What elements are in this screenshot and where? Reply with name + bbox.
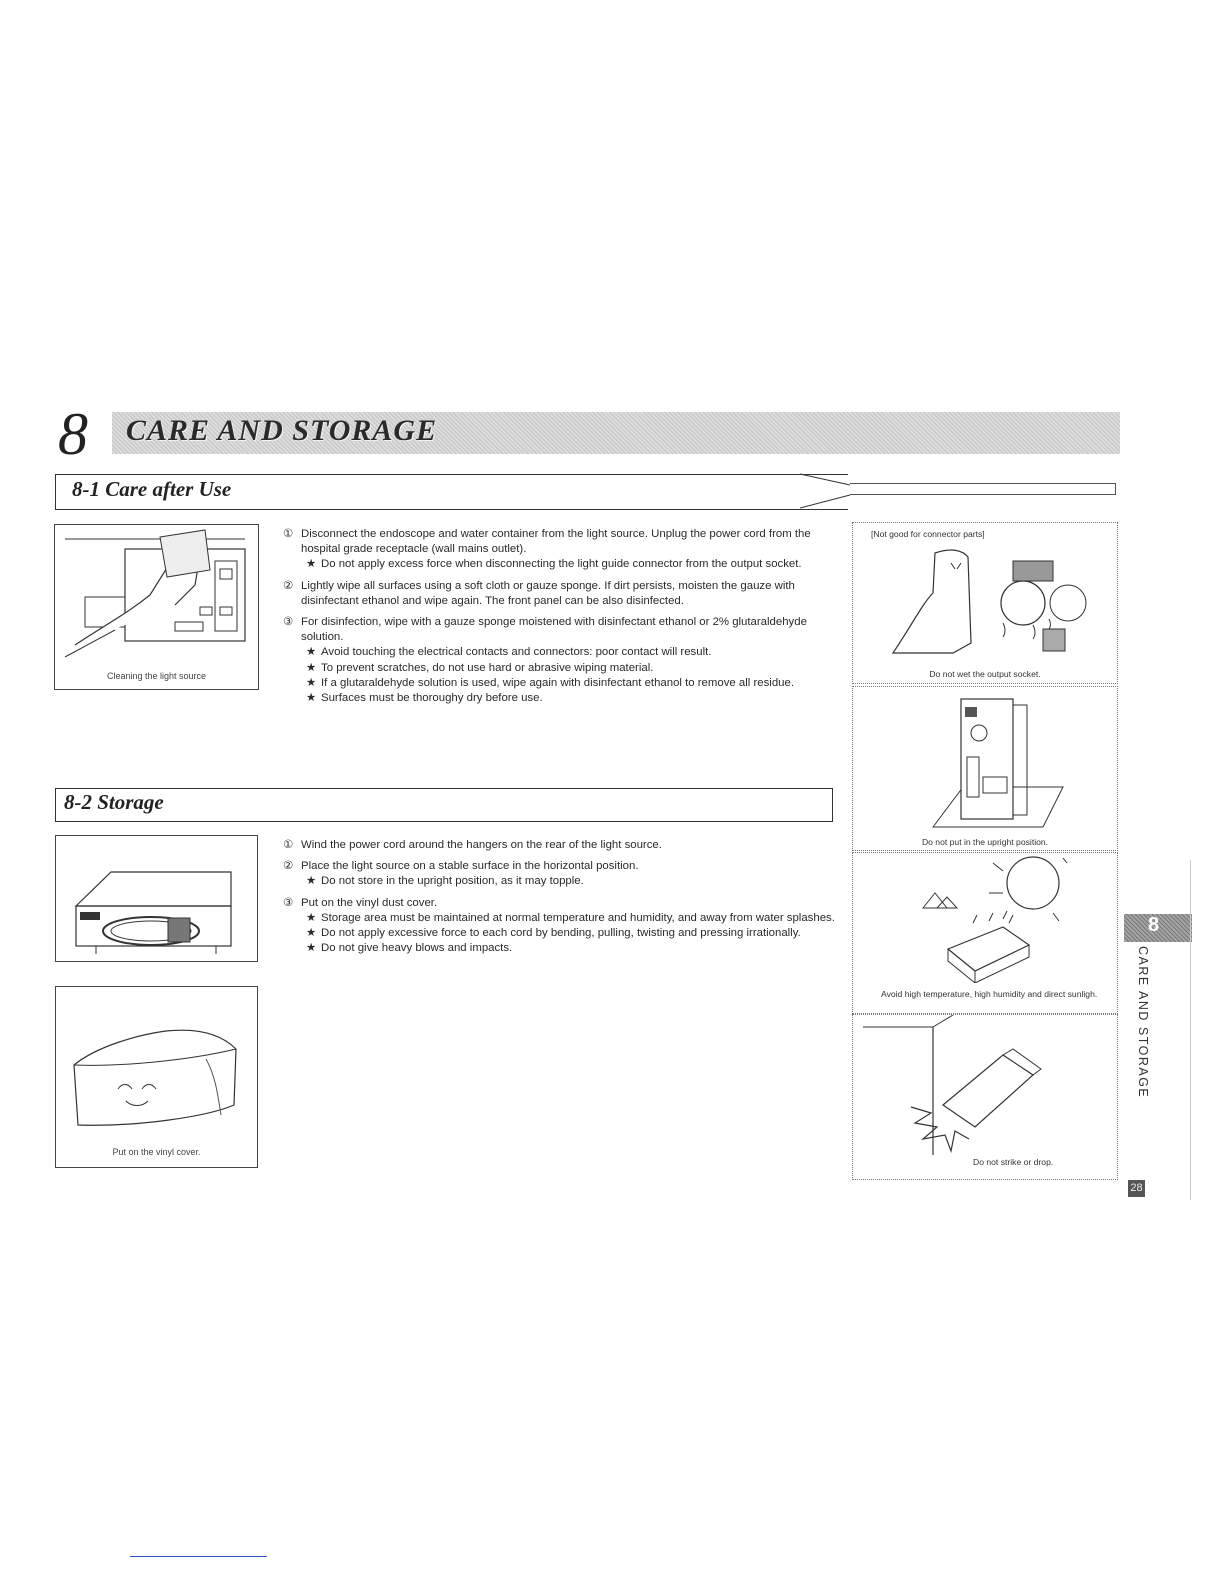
figure-cleaning-light-source: [54, 524, 259, 690]
bottom-rule: [130, 1556, 267, 1557]
section-2-banner: [55, 788, 833, 822]
step-number: ②: [283, 579, 294, 592]
step-3: [283, 896, 835, 957]
step-text: Put on the vinyl dust cover.: [301, 896, 438, 909]
step-number: ①: [283, 528, 294, 540]
note-item: ★ If a glutaraldehyde solution is used, wipe again with disinfectant ethanol to remove all residue.: [301, 676, 835, 691]
panel-header: [Not good for connector parts]: [871, 529, 985, 539]
star-icon: ★: [306, 676, 317, 689]
margin-rule: [1190, 860, 1191, 1200]
step-text: Lightly wipe all surfaces using a soft cloth or gauze sponge. If dirt persists, moisten the gauze with disinfectant ethanol and wipe again. The front panel can be also disinfected.: [301, 579, 795, 607]
upright-illustration: [853, 687, 1117, 837]
side-tab-number: 8: [1148, 914, 1160, 936]
note-item: ★ Storage area must be maintained at normal temperature and humidity, and away from water splashes.: [301, 911, 835, 926]
panel-strike-drop: [852, 1014, 1118, 1180]
step-2: [283, 859, 835, 889]
sunlight-illustration: [853, 853, 1117, 983]
note-item: ★ Do not apply excessive force to each cord by bending, pulling, twisting and pressing irrationally.: [301, 926, 835, 941]
wet-socket-illustration: [853, 543, 1117, 673]
step-1: [283, 838, 835, 853]
panel-temperature-humidity: [852, 852, 1118, 1014]
section-1-banner-tail: [850, 483, 1116, 495]
step-text: Place the light source on a stable surface in the horizontal position.: [301, 860, 639, 873]
cleaning-illustration: [55, 525, 258, 665]
star-icon: ★: [306, 646, 317, 659]
step-3: [283, 615, 835, 706]
strike-illustration: [853, 1015, 1117, 1155]
figure-light-source-cord: [55, 835, 258, 962]
step-number: ②: [283, 860, 294, 873]
chapter-title: CARE AND STORAGE: [126, 414, 438, 447]
star-icon: ★: [306, 558, 317, 571]
panel-caption: Avoid high temperature, high humidity and direct sunligh.: [881, 989, 1098, 999]
chapter-number: 8: [58, 401, 88, 467]
figure-3-caption: Put on the vinyl cover.: [112, 1147, 201, 1157]
section-2-steps: [283, 838, 835, 962]
star-icon: ★: [306, 661, 317, 674]
section-2-title: 8-2 Storage: [64, 790, 164, 814]
page-number: 28: [1128, 1180, 1145, 1197]
figure-vinyl-cover: [55, 986, 258, 1168]
panel-caption: Do not strike or drop.: [973, 1157, 1054, 1167]
note-item: ★ Surfaces must be thoroughy dry before use.: [301, 691, 835, 706]
star-icon: ★: [306, 942, 317, 955]
star-icon: ★: [306, 875, 317, 888]
vinyl-cover-illustration: [56, 987, 257, 1142]
step-number: ①: [283, 839, 294, 851]
note-item: ★ To prevent scratches, do not use hard or abrasive wiping material.: [301, 661, 835, 676]
note-item: ★ Avoid touching the electrical contacts and connectors: poor contact will result.: [301, 645, 835, 660]
note-item: ★ Do not apply excess force when disconnecting the light guide connector from the output socket.: [301, 557, 835, 572]
star-icon: ★: [306, 927, 317, 940]
step-text: Disconnect the endoscope and water container from the light source. Unplug the power cord from the hospital grade receptacle (wall mains outlet).: [301, 528, 811, 556]
star-icon: ★: [306, 911, 317, 924]
note-item: ★ Do not store in the upright position, as it may topple.: [301, 874, 835, 889]
figure-1-caption: Cleaning the light source: [106, 671, 207, 681]
section-1-steps: [283, 527, 835, 712]
light-source-illustration: [56, 836, 257, 961]
step-number: ③: [283, 896, 294, 909]
step-number: ③: [283, 616, 294, 629]
note-item: ★ Do not give heavy blows and impacts.: [301, 941, 835, 956]
panel-caption: Do not wet the output socket.: [929, 669, 1041, 679]
side-tab-label: CARE AND STORAGE: [1136, 946, 1150, 1099]
step-text: Wind the power cord around the hangers on the rear of the light source.: [301, 839, 662, 851]
panel-upright-position: [852, 686, 1118, 851]
panel-wet-output-socket: [852, 522, 1118, 684]
panel-caption: Do not put in the upright position.: [921, 837, 1049, 847]
section-1-title: 8-1 Care after Use: [72, 477, 232, 501]
star-icon: ★: [306, 692, 317, 705]
step-text: For disinfection, wipe with a gauze sponge moistened with disinfectant ethanol or 2% glutaraldehyde solution.: [301, 616, 807, 644]
step-2: [283, 579, 835, 609]
step-1: [283, 527, 835, 573]
